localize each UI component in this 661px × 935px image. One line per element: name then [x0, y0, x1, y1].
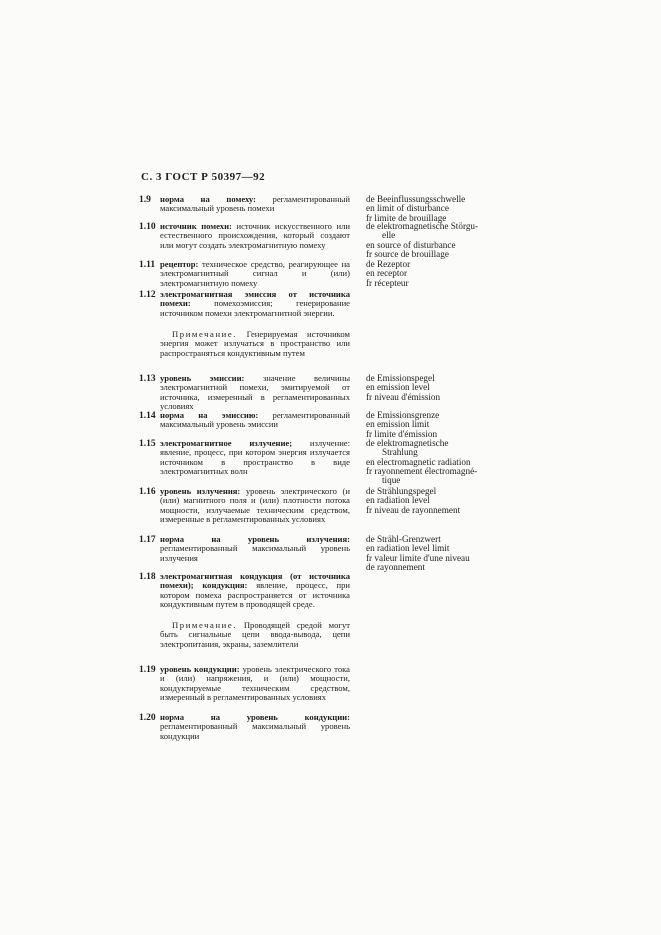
foreign-equivalents: [366, 487, 516, 515]
term-definition: [160, 260, 350, 288]
term-number: 1.13: [139, 374, 156, 384]
foreign-term: elle: [382, 230, 396, 241]
foreign-term: en limit of disturbance: [366, 203, 449, 214]
foreign-term: en radiation level limit: [366, 543, 450, 554]
term-number: 1.15: [139, 439, 156, 449]
term-definition: [160, 439, 350, 476]
definition-text: регламентированный максимальный уровень эмиссии: [160, 410, 350, 430]
term-number: 1.11: [139, 260, 156, 270]
term-number: 1.14: [139, 411, 156, 421]
foreign-term: de rayonnement: [366, 561, 425, 572]
definition-text: уровень электрического (и (или) магнитного поля и (или) плотности потока мощности, излучаемые техническим средством, измеренные в регламентированных условиях: [160, 486, 350, 524]
term-name: норма на уровень излучения:: [160, 534, 350, 544]
term-name: норма на уровень кондукции:: [160, 712, 350, 722]
term-name: норма на помеху:: [160, 194, 256, 204]
term-number: 1.20: [139, 713, 156, 723]
term-name: норма на эмиссию:: [160, 410, 259, 420]
term-number: 1.10: [139, 222, 156, 232]
foreign-term: de Emissionsgrenze: [366, 410, 440, 420]
term-definition: [160, 290, 350, 318]
definition-text: регламентированный максимальный уровень излучения: [160, 543, 350, 563]
foreign-term: fr niveau d'émission: [366, 391, 441, 402]
foreign-equivalents: [366, 535, 516, 572]
foreign-term: de Strähl-Grenzwert: [366, 534, 441, 544]
foreign-term: en source of disturbance: [366, 239, 456, 250]
foreign-term: de Strählungspegel: [366, 486, 437, 496]
definition-text: уровень электрического тока и (или) напряжения, и (или) мощности, кондуктируемые техническим средством, измеренный в регламентированных условиях: [160, 664, 350, 702]
term-number: 1.9: [139, 195, 151, 205]
foreign-equivalents: [366, 411, 516, 439]
note-heading: Примечание.: [172, 620, 238, 630]
foreign-equivalents: [366, 439, 516, 485]
term-name: уровень кондукции:: [160, 664, 240, 674]
foreign-term: en radiation level: [366, 495, 430, 506]
foreign-term: fr limite d'émission: [366, 428, 438, 439]
term-number: 1.19: [139, 665, 156, 675]
definition-text: техническое средство, реагирующее на электромагнитный сигнал и (или) электромагнитную помеху: [160, 259, 350, 288]
term-definition: [160, 195, 350, 214]
term-number: 1.18: [139, 572, 156, 582]
foreign-term: de Rezeptor: [366, 259, 411, 269]
foreign-term: de Beeinflussungsschwelle: [366, 194, 466, 204]
definition-text: регламентированный максимальный уровень кондукции: [160, 721, 350, 741]
definition-text: излучение: явление, процесс, при котором энергия излучается источником в пространство в виде электромагнитных волн: [160, 438, 350, 476]
term-name: уровень эмиссии:: [160, 373, 245, 383]
term-definition: [160, 713, 350, 741]
term-definition: [160, 222, 350, 250]
term-definition: [160, 572, 350, 609]
term-number: 1.17: [139, 535, 156, 545]
note-heading: Примечание.: [172, 329, 238, 339]
foreign-term: fr récepteur: [366, 277, 409, 288]
definition-text: регламентированный максимальный уровень помехи: [160, 194, 350, 214]
term-number: 1.16: [139, 487, 156, 497]
term-name: рецептор:: [160, 259, 199, 269]
foreign-equivalents: [366, 222, 516, 259]
term-name: электромагнитное излучение;: [160, 438, 293, 448]
term-name: электромагнитная эмиссия от источника помехи:: [160, 289, 350, 309]
foreign-term: Strahlung: [382, 447, 418, 458]
foreign-term: de Emissionspegel: [366, 373, 435, 383]
foreign-term: fr niveau de rayonnement: [366, 504, 461, 515]
definition-text: помехоэмиссия; генерирование источником помехи электромагнитной энергии.: [160, 298, 350, 318]
foreign-term: de elektromagnetische: [366, 438, 449, 448]
foreign-term: fr limite de brouillage: [366, 212, 447, 223]
term-name: источник помехи:: [160, 221, 232, 231]
term-definition: [160, 374, 350, 411]
foreign-term: fr valeur limite d'une niveau: [366, 552, 470, 563]
definition-text: значение величины электромагнитной помехи, эмитируемой от источника, измеренный в регламентированных условиях: [160, 373, 350, 411]
note-text: Проводящей средой могут быть сигнальные цепи ввода-вывода, цепи электропитания, экраны, заземлители: [160, 620, 350, 649]
note-text: Генерируемая источником энергия может излучаться в пространство или распространяться кондуктивным путем: [160, 329, 350, 358]
foreign-term: fr source de brouillage: [366, 248, 449, 259]
foreign-term: en electromagnetic radiation: [366, 456, 471, 467]
foreign-equivalents: [366, 195, 516, 223]
term-definition: [160, 665, 350, 702]
definition-text: источник искусственного или естественного происхождения, который создают или могут создать электромагнитную помеху: [160, 221, 350, 250]
term-number: 1.12: [139, 290, 156, 300]
foreign-term: de elektromagnetische Störgu-: [366, 221, 479, 231]
term-definition: [160, 411, 350, 430]
term-definition: [160, 487, 350, 524]
term-definition: [160, 535, 350, 563]
page-header: С. 3 ГОСТ Р 50397—92: [141, 171, 266, 183]
foreign-equivalents: [366, 260, 516, 288]
foreign-term: en emission limit: [366, 419, 430, 430]
foreign-term: tique: [382, 475, 401, 486]
term-name: электромагнитная кондукция (от источника помехи); кондукция:: [160, 571, 350, 591]
term-note: [160, 621, 350, 649]
foreign-term: fr rayonnement électromagné-: [366, 465, 478, 476]
foreign-equivalents: [366, 374, 516, 402]
foreign-term: en emission level: [366, 382, 430, 393]
foreign-term: en receptor: [366, 268, 408, 279]
definition-text: явление, процесс, при котором помеха распространяется от источника кондуктивным путем в проводящей среде.: [160, 580, 350, 609]
term-name: уровень излучения:: [160, 486, 241, 496]
term-note: [160, 330, 350, 358]
